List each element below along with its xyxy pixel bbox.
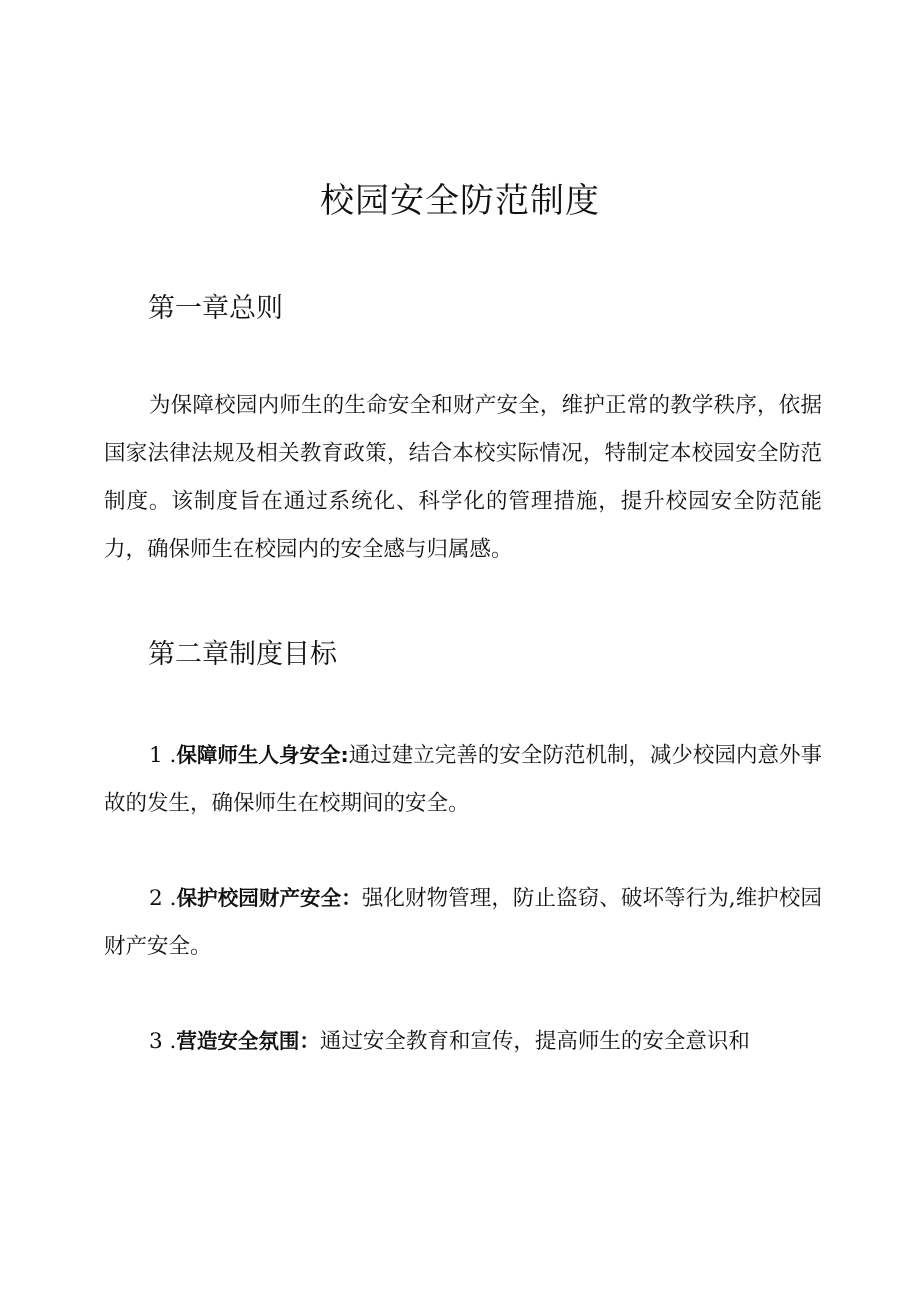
goal-item-2-number: 2 .	[149, 886, 177, 911]
goal-item-2-lead: 保护校园财产安全：	[176, 886, 362, 910]
goal-item-3-lead: 营造安全氛围：	[176, 1029, 320, 1053]
goal-item-3-number: 3 .	[149, 1029, 177, 1054]
goal-item-2-text: 强化财物管理，防止盗窃、破坏等行为,维护校园财产安全。	[104, 886, 822, 959]
chapter-1-heading: 第一章总则	[148, 293, 283, 324]
goal-item-2	[104, 874, 822, 971]
chapter-2-heading: 第二章制度目标	[148, 639, 337, 670]
goal-item-1-text: 通过建立完善的安全防范机制，减少校园内意外事故的发生，确保师生在校期间的安全。	[104, 743, 822, 816]
goal-item-1-number: 1 .	[149, 743, 177, 768]
goal-item-1	[104, 731, 822, 828]
goal-item-3-text: 通过安全教育和宣传，提高师生的安全意识和	[319, 1029, 750, 1054]
goal-item-1-lead: 保障师生人身安全:	[176, 743, 349, 767]
chapter-1-paragraph: 为保障校园内师生的生命安全和财产安全，维护正常的教学秩序，依据国家法律法规及相关教育政策，结合本校实际情况，特制定本校园安全防范制度。该制度旨在通过系统化、科学化的管理措施，提升校园安全防范能力，确保师生在校园内的安全感与归属感。	[104, 393, 822, 562]
goal-item-3	[104, 1017, 822, 1066]
document-title: 校园安全防范制度	[320, 181, 600, 221]
